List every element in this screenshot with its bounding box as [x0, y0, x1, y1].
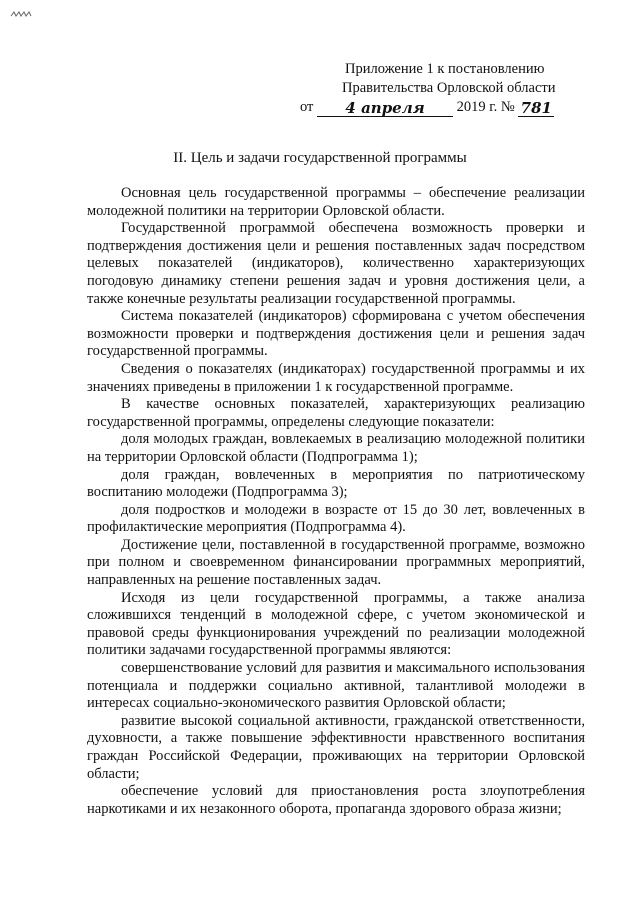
paragraph: Система показателей (индикаторов) сформирована с учетом обеспечения возможности проверки и подтверждения достижения цели и решения задач государственной программы.: [87, 308, 585, 360]
paragraph: Исходя из цели государственной программы, а также анализа сложившихся тенденций в молодежной сфере, с учетом экономической и правовой среды функционирования учреждений по реализации молодежной политики задачами государственной программы являются:: [87, 589, 585, 659]
from-label: от: [300, 99, 314, 115]
paragraph: доля молодых граждан, вовлекаемых в реализацию молодежной политики на территории Орловской области (Подпрограмма 1);: [87, 431, 585, 465]
section-title: II. Цель и задачи государственной программы: [173, 150, 467, 166]
appendix-issuer: Правительства Орловской области: [342, 80, 556, 96]
paragraph: доля граждан, вовлеченных в мероприятия по патриотическому воспитанию молодежи (Подпрограмма 3);: [87, 466, 585, 501]
paragraph: обеспечение условий для приостановления роста злоупотребления наркотиками и их незаконного оборота, пропаганда здорового образа жизни;: [87, 783, 585, 817]
appendix-title: Приложение 1 к постановлению: [345, 61, 545, 77]
paragraph: Сведения о показателях (индикаторах) государственной программы и их значениях приведены в приложении 1 к государственной программе.: [87, 360, 585, 395]
paragraph: совершенствование условий для развития и максимального использования потенциала и поддержки социально активной, талантливой молодежи в интересах социально-экономического развития Орловской области;: [87, 660, 585, 712]
appendix-date-line: [300, 98, 554, 117]
paragraph: доля подростков и молодежи в возрасте от 15 до 30 лет, вовлеченных в профилактические мероприятия (Подпрограмма 4).: [87, 501, 585, 536]
handwritten-number: 781: [518, 99, 554, 117]
paragraph: развитие высокой социальной активности, гражданской ответственности, духовности, а также повышение эффективности нравственного воспитания граждан Российской Федерации, проживающих на территории Орловской области;: [87, 712, 585, 782]
handwritten-date: 4 апреля: [317, 99, 453, 117]
scan-artifact-mark: [10, 10, 32, 18]
paragraph: Государственной программой обеспечена возможность проверки и подтверждения достижения цели и решения поставленных задач посредством целевых показателей (индикаторов), количественно характеризующих погодовую динамику степени решения задач и уровня достижения цели, а также конечные результаты реализации государственной программы.: [87, 220, 585, 307]
paragraph: Достижение цели, поставленной в государственной программе, возможно при полном и своевременном финансировании программных мероприятий, направленных на решение поставленных задач.: [87, 536, 585, 589]
document-body: [87, 185, 585, 818]
paragraph: В качестве основных показателей, характеризующих реализацию государственной программы, определены следующие показатели:: [87, 396, 585, 430]
year-label: 2019 г. №: [456, 99, 515, 115]
paragraph: Основная цель государственной программы – обеспечение реализации молодежной политики на территории Орловской области.: [87, 185, 585, 219]
